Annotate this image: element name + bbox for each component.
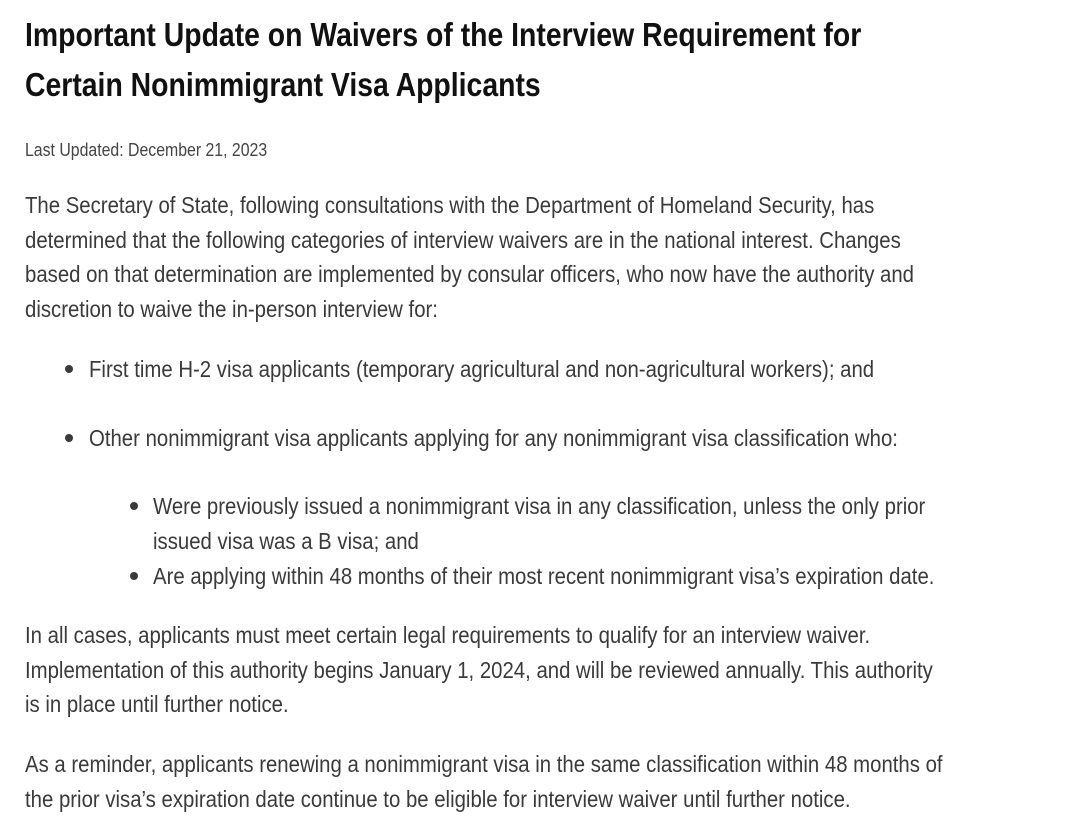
sub-bullet-marker [130,572,138,580]
sub-bullet-item [153,559,934,594]
intro-paragraph [25,188,1069,326]
intro-line: discretion to waive the in-person interview for: [25,295,438,322]
bullet-marker [65,434,73,442]
intro-line: based on that determination are implemented by consular officers, who now have the authority and [25,261,914,287]
paragraph-line: Implementation of this authority begins January 1, 2024, and will be reviewed annually. This authority [25,656,933,683]
bullet-marker [65,365,73,373]
bullet-item: Other nonimmigrant visa applicants applying for any nonimmigrant visa classification who: [89,425,898,451]
sub-bullet-line: Were previously issued a nonimmigrant visa in any classification, unless the only prior [153,493,926,519]
sub-bullet-line: issued visa was a B visa; and [153,527,419,554]
intro-line: determined that the following categories of interview waivers are in the national interest. Changes [25,226,901,253]
bullet-item: First time H-2 visa applicants (temporary agricultural and non-agricultural workers); and [89,356,875,382]
intro-line: The Secretary of State, following consultations with the Department of Homeland Security, has [25,192,875,218]
paragraph-line: In all cases, applicants must meet certain legal requirements to qualify for an interview waiver. [25,622,871,648]
sub-bullet-item [153,489,925,558]
title-line: Important Update on Waivers of the Interview Requirement for [25,16,862,53]
last-updated: Last Updated: December 21, 2023 [25,140,268,160]
sub-bullet-line: Are applying within 48 months of their most recent nonimmigrant visa’s expiration date. [153,563,935,589]
paragraph-line: As a reminder, applicants renewing a nonimmigrant visa in the same classification within 48 months of [25,751,943,777]
sub-bullet-marker [130,502,138,510]
paragraph-line: is in place until further notice. [25,691,289,717]
page-title [25,10,1057,110]
requirements-paragraph [25,618,1069,722]
title-line: Certain Nonimmigrant Visa Applicants [25,66,541,103]
paragraph-line: the prior visa’s expiration date continue to be eligible for interview waiver until further notice. [25,785,851,812]
reminder-paragraph [25,747,1069,816]
